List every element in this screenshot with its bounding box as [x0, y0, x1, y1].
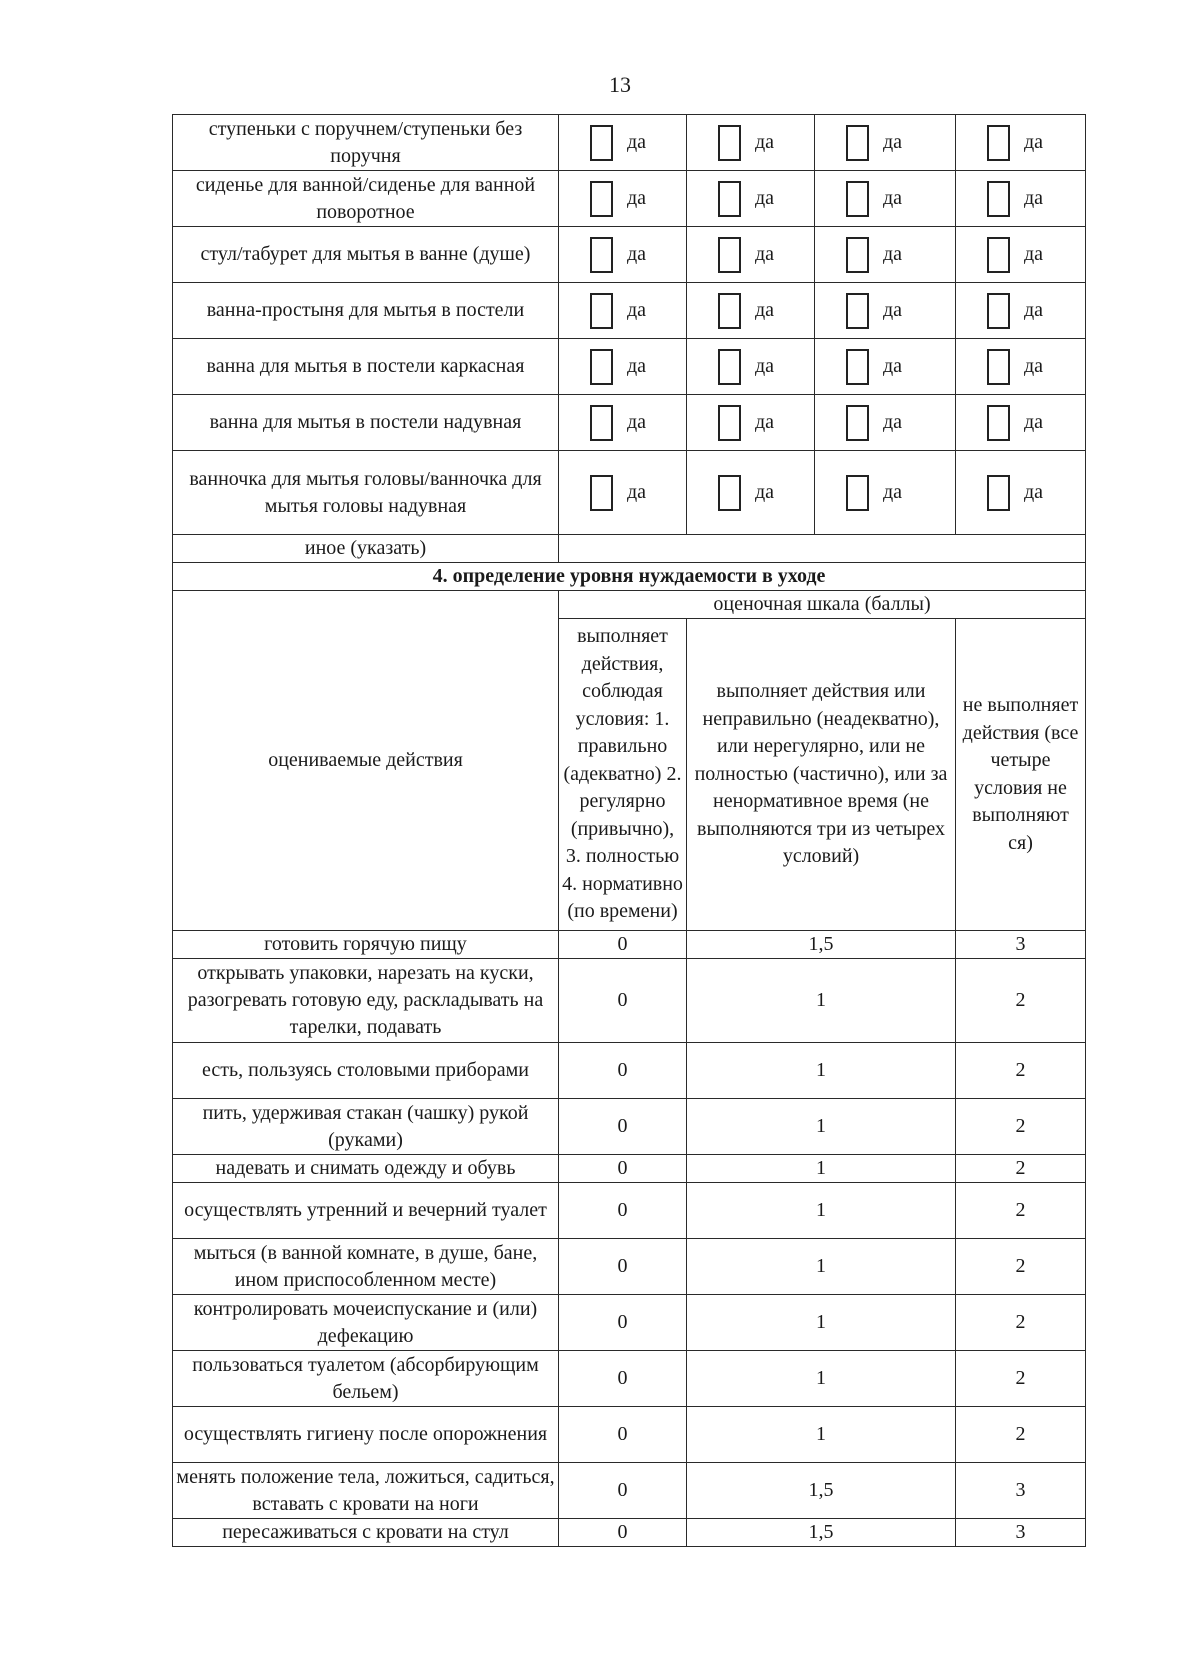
score-row — [173, 1519, 1086, 1547]
checkbox-icon[interactable] — [718, 237, 741, 273]
score-row — [173, 1351, 1086, 1407]
yes-checkbox[interactable]: да — [959, 293, 1082, 329]
section-title-row — [173, 563, 1086, 591]
checkbox-icon[interactable] — [987, 349, 1010, 385]
yes-checkbox[interactable]: да — [690, 349, 811, 385]
score-cell: 2 — [956, 1155, 1086, 1183]
equipment-row — [173, 227, 1086, 283]
score-cell: 1 — [687, 1407, 956, 1463]
yes-checkbox[interactable]: да — [959, 237, 1082, 273]
checkbox-icon[interactable] — [987, 405, 1010, 441]
checkbox-icon[interactable] — [846, 237, 869, 273]
score-row — [173, 1239, 1086, 1295]
score-cell: 2 — [956, 1239, 1086, 1295]
yes-checkbox[interactable]: да — [959, 349, 1082, 385]
score-cell: 1 — [687, 959, 956, 1043]
yes-checkbox[interactable]: да — [690, 237, 811, 273]
yes-checkbox[interactable]: да — [562, 125, 683, 161]
equipment-row — [173, 171, 1086, 227]
yes-checkbox[interactable]: да — [562, 405, 683, 441]
checkbox-icon[interactable] — [590, 237, 613, 273]
checkbox-icon[interactable] — [590, 181, 613, 217]
score-row — [173, 1295, 1086, 1351]
yes-checkbox[interactable]: да — [818, 293, 952, 329]
checkbox-icon[interactable] — [590, 125, 613, 161]
checkbox-icon[interactable] — [987, 181, 1010, 217]
header-row — [173, 591, 1086, 619]
score-cell: 0 — [559, 1239, 687, 1295]
yes-checkbox[interactable]: да — [959, 125, 1082, 161]
score-cell: 0 — [559, 1155, 687, 1183]
yes-checkbox[interactable]: да — [818, 349, 952, 385]
equipment-row — [173, 451, 1086, 535]
checkbox-icon[interactable] — [846, 293, 869, 329]
scale-header: оценочная шкала (баллы) — [559, 591, 1086, 619]
score-cell: 0 — [559, 1519, 687, 1547]
checkbox-icon[interactable] — [846, 125, 869, 161]
score-cell: 1 — [687, 1183, 956, 1239]
assessment-table — [172, 114, 1086, 1547]
action-label: пить, удерживая стакан (чашку) рукой (руками) — [173, 1099, 559, 1155]
checkbox-icon[interactable] — [987, 237, 1010, 273]
equipment-label: ванна-простыня для мытья в постели — [173, 283, 559, 339]
action-label: пересаживаться с кровати на стул — [173, 1519, 559, 1547]
score-row — [173, 1407, 1086, 1463]
equipment-label: ванна для мытья в постели каркасная — [173, 339, 559, 395]
yes-checkbox[interactable]: да — [690, 125, 811, 161]
action-label: есть, пользуясь столовыми приборами — [173, 1043, 559, 1099]
checkbox-icon[interactable] — [987, 125, 1010, 161]
yes-checkbox[interactable]: да — [818, 237, 952, 273]
score-cell: 1,5 — [687, 1463, 956, 1519]
score-cell: 1 — [687, 1351, 956, 1407]
score-cell: 1 — [687, 1239, 956, 1295]
score-cell: 3 — [956, 1519, 1086, 1547]
score-row — [173, 959, 1086, 1043]
action-label: готовить горячую пищу — [173, 931, 559, 959]
yes-checkbox[interactable]: да — [690, 475, 811, 511]
action-label: надевать и снимать одежду и обувь — [173, 1155, 559, 1183]
checkbox-icon[interactable] — [718, 475, 741, 511]
checkbox-icon[interactable] — [987, 293, 1010, 329]
score-cell: 2 — [956, 959, 1086, 1043]
section-title: 4. определение уровня нуждаемости в уходе — [173, 563, 1086, 591]
yes-checkbox[interactable]: да — [818, 475, 952, 511]
equipment-row — [173, 395, 1086, 451]
yes-checkbox[interactable]: да — [690, 405, 811, 441]
score-cell: 0 — [559, 1099, 687, 1155]
score-cell: 1,5 — [687, 931, 956, 959]
score-row — [173, 931, 1086, 959]
checkbox-icon[interactable] — [590, 475, 613, 511]
score-cell: 1 — [687, 1043, 956, 1099]
yes-checkbox[interactable]: да — [562, 237, 683, 273]
action-label: открывать упаковки, нарезать на куски, разогревать готовую еду, раскладывать на тарелки, подавать — [173, 959, 559, 1043]
yes-checkbox[interactable]: да — [562, 349, 683, 385]
equipment-label: ступеньки с поручнем/ступеньки без поручня — [173, 115, 559, 171]
other-row — [173, 535, 1086, 563]
action-label: осуществлять гигиену после опорожнения — [173, 1407, 559, 1463]
checkbox-icon[interactable] — [846, 475, 869, 511]
score-cell: 1 — [687, 1155, 956, 1183]
page-number: 13 — [609, 72, 631, 97]
action-label: мыться (в ванной комнате, в душе, бане, ином приспособленном месте) — [173, 1239, 559, 1295]
equipment-row — [173, 339, 1086, 395]
score-cell: 0 — [559, 931, 687, 959]
action-label: контролировать мочеиспускание и (или) дефекацию — [173, 1295, 559, 1351]
score-cell: 2 — [956, 1351, 1086, 1407]
other-label: иное (указать) — [173, 535, 559, 563]
checkbox-icon[interactable] — [718, 405, 741, 441]
checkbox-icon[interactable] — [846, 405, 869, 441]
checkbox-icon[interactable] — [718, 181, 741, 217]
checkbox-icon[interactable] — [987, 475, 1010, 511]
equipment-label: ванночка для мытья головы/ванночка для мытья головы надувная — [173, 451, 559, 535]
checkbox-icon[interactable] — [590, 405, 613, 441]
checkbox-icon[interactable] — [718, 125, 741, 161]
yes-checkbox[interactable]: да — [690, 293, 811, 329]
score-cell: 2 — [956, 1407, 1086, 1463]
score-cell: 0 — [559, 1183, 687, 1239]
yes-checkbox[interactable]: да — [959, 181, 1082, 217]
action-label: осуществлять утренний и вечерний туалет — [173, 1183, 559, 1239]
equipment-label: сиденье для ванной/сиденье для ванной поворотное — [173, 171, 559, 227]
score-cell: 0 — [559, 1407, 687, 1463]
yes-checkbox[interactable]: да — [562, 293, 683, 329]
score-cell: 0 — [559, 1295, 687, 1351]
score-cell: 0 — [559, 1043, 687, 1099]
score-row — [173, 1183, 1086, 1239]
equipment-label: ванна для мытья в постели надувная — [173, 395, 559, 451]
checkbox-icon[interactable] — [846, 181, 869, 217]
other-input[interactable] — [559, 535, 1086, 563]
score-cell: 1 — [687, 1099, 956, 1155]
yes-checkbox[interactable]: да — [562, 181, 683, 217]
score-cell: 2 — [956, 1295, 1086, 1351]
checkbox-icon[interactable] — [590, 293, 613, 329]
equipment-row — [173, 115, 1086, 171]
yes-checkbox[interactable]: да — [818, 181, 952, 217]
score-row — [173, 1155, 1086, 1183]
actions-header: оцениваемые действия — [173, 591, 559, 931]
score-cell: 3 — [956, 1463, 1086, 1519]
score-cell: 0 — [559, 1463, 687, 1519]
checkbox-icon[interactable] — [590, 349, 613, 385]
checkbox-icon[interactable] — [718, 349, 741, 385]
col-none-header: не выполняет действия (все четыре условия не выполняют ся) — [956, 619, 1086, 931]
yes-checkbox[interactable]: да — [562, 475, 683, 511]
yes-checkbox[interactable]: да — [959, 475, 1082, 511]
yes-checkbox[interactable]: да — [818, 125, 952, 161]
yes-checkbox[interactable]: да — [818, 405, 952, 441]
yes-checkbox[interactable]: да — [690, 181, 811, 217]
score-cell: 2 — [956, 1043, 1086, 1099]
score-cell: 3 — [956, 931, 1086, 959]
score-cell: 1,5 — [687, 1519, 956, 1547]
score-cell: 2 — [956, 1183, 1086, 1239]
action-label: пользоваться туалетом (абсорбирующим бельем) — [173, 1351, 559, 1407]
score-row — [173, 1043, 1086, 1099]
score-row — [173, 1463, 1086, 1519]
checkbox-icon[interactable] — [846, 349, 869, 385]
score-cell: 1 — [687, 1295, 956, 1351]
action-label: менять положение тела, ложиться, садиться, вставать с кровати на ноги — [173, 1463, 559, 1519]
score-row — [173, 1099, 1086, 1155]
score-cell: 2 — [956, 1099, 1086, 1155]
equipment-label: стул/табурет для мытья в ванне (душе) — [173, 227, 559, 283]
equipment-row — [173, 283, 1086, 339]
score-cell: 0 — [559, 1351, 687, 1407]
score-cell: 0 — [559, 959, 687, 1043]
checkbox-icon[interactable] — [718, 293, 741, 329]
yes-checkbox[interactable]: да — [959, 405, 1082, 441]
col-partial-header: выполняет действия или неправильно (неадекватно), или нерегулярно, или не полностью (частично), или за ненормативное время (не выполняются три из четырех условий) — [687, 619, 956, 931]
col-correct-header: выполняет действия, соблюдая условия: 1. правильно (адекватно) 2. регулярно (привычно), 3. полностью 4. нормативно (по времени) — [559, 619, 687, 931]
